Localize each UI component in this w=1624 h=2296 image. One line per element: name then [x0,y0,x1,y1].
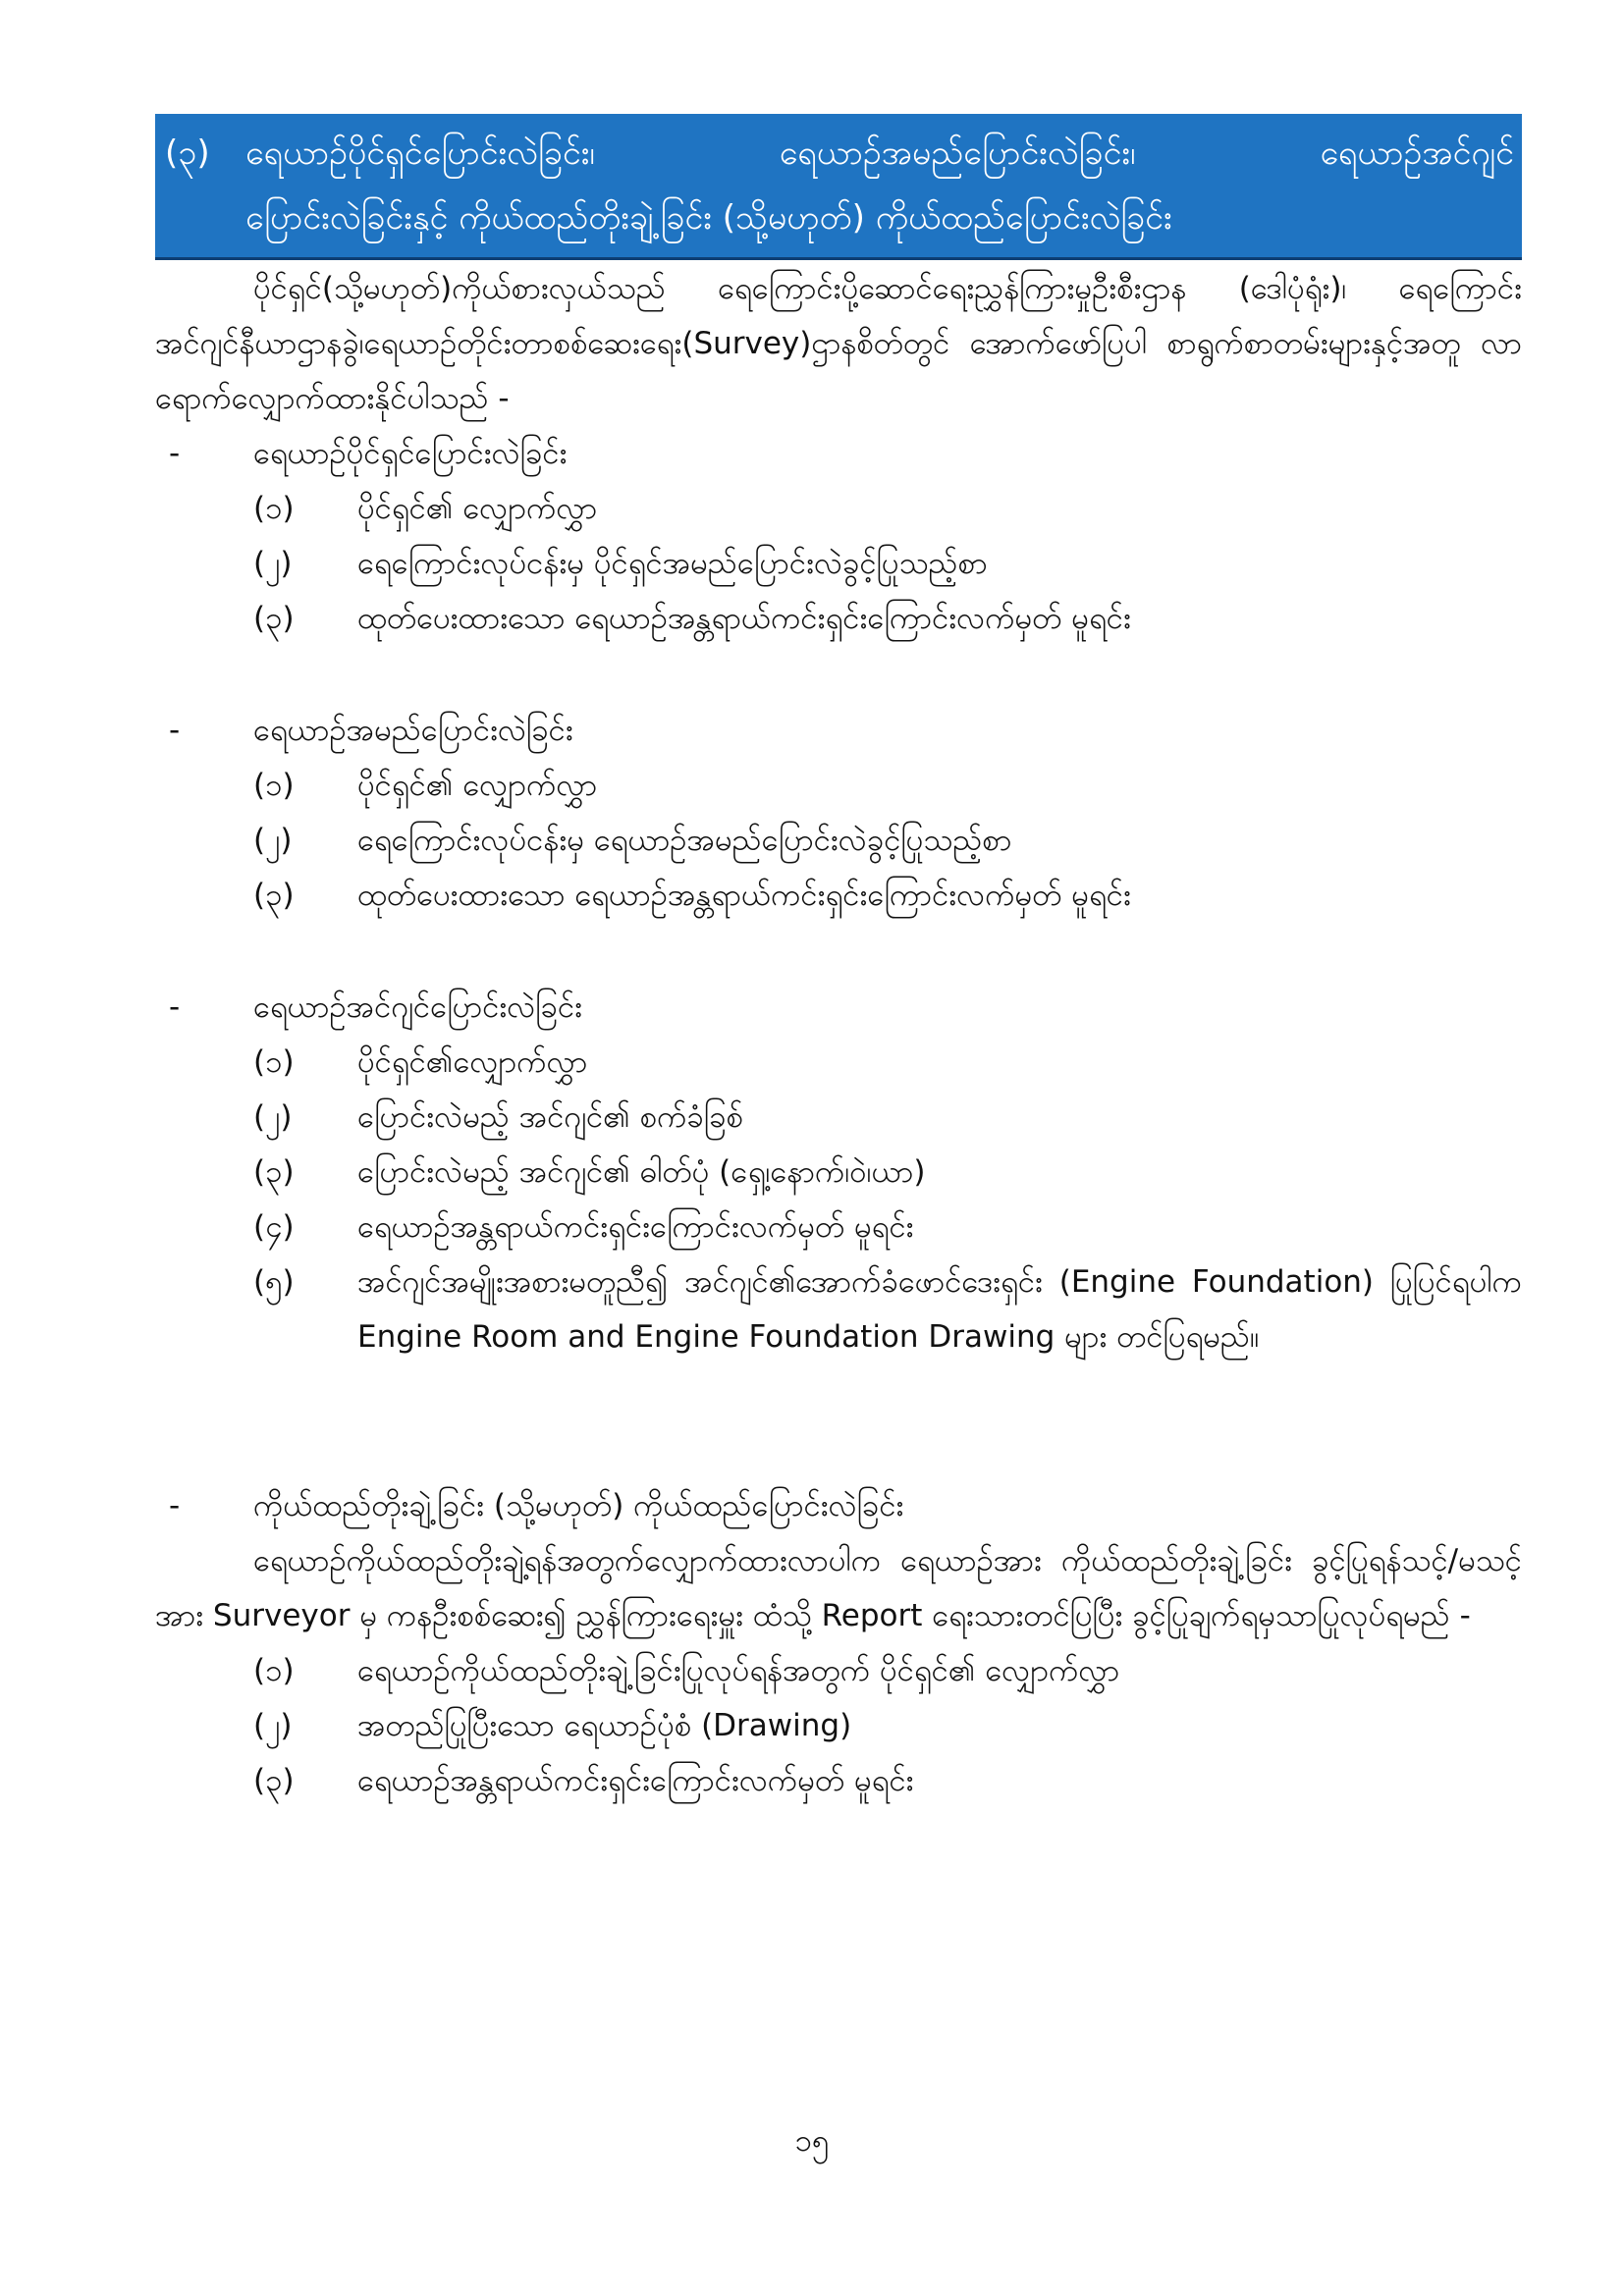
heading-line-1 [245,124,1514,183]
list-item [155,868,1522,923]
item-number: (၃) [253,601,295,636]
list-item [155,1090,1522,1145]
item-text: ရေယာဉ်အန္တရာယ်ကင်းရှင်းကြောင်းလက်မှတ် မူရင်း [357,1763,914,1798]
list-item [155,536,1522,591]
list-item [155,758,1522,813]
list-item [155,813,1522,868]
item-number: (၂) [253,823,293,858]
item-text: အတည်ပြုပြီးသော ရေယာဉ်ပုံစံ (Drawing) [357,1708,852,1743]
section-heading-banner [155,114,1522,260]
item-number: (၁) [253,1044,295,1080]
section-hull-extension [155,1478,1522,1808]
item-text: ပိုင်ရှင်၏ လျှောက်လွှာ [357,491,598,526]
section-name-change [155,703,1522,923]
item-text: ထုတ်ပေးထားသော ရေယာဉ်အန္တရာယ်ကင်းရှင်းကြောင်းလက်မှတ် မူရင်း [357,878,1131,913]
page-number: ၁၅ [794,2123,830,2159]
section-owner-change [155,426,1522,646]
list-item [155,1753,1522,1808]
item-text: ထုတ်ပေးထားသော ရေယာဉ်အန္တရာယ်ကင်းရှင်းကြောင်းလက်မှတ် မူရင်း [357,601,1131,636]
bullet-dash: - [169,713,181,748]
section-title: ကိုယ်ထည်တိုးချဲ့ခြင်း (သို့မဟုတ်) ကိုယ်ထည်ပြောင်းလဲခြင်း [253,1488,904,1523]
section-title: ရေယာဉ်ပိုင်ရှင်ပြောင်းလဲခြင်း [253,436,568,471]
item-number: (၁) [253,1653,295,1688]
list-item [155,1200,1522,1255]
item-text: ပြောင်းလဲမည့် အင်ဂျင်၏ ဓါတ်ပုံ (ရှေ့၊နောက်၊ဝဲ၊ယာ) [357,1154,926,1190]
list-item [155,1035,1522,1090]
list-item [155,1255,1522,1364]
section-heading [155,703,1522,758]
item-text: အင်ဂျင်အမျိုးအစားမတူညီ၍ အင်ဂျင်၏အောက်ခံဖောင်ဒေးရှင်း (Engine Foundation) ပြုပြင်ရပါက Engine Room and Engine Foundation Drawing များ တင်ပြရမည်။ [357,1264,1522,1355]
list-item [155,1145,1522,1200]
section-heading [155,1478,1522,1533]
section-paragraph: ရေယာဉ်ကိုယ်ထည်တိုးချဲ့ရန်အတွက်လျှောက်ထားလာပါက ရေယာဉ်အား ကိုယ်ထည်တိုးချဲ့ခြင်း ခွင့်ပြုရန်သင့်/မသင့်အား Surveyor မှ ကနဦးစစ်ဆေး၍ ညွှန်ကြားရေးမှူး ထံသို့ Report ရေးသားတင်ပြပြီး ခွင့်ပြုချက်ရမှသာပြုလုပ်ရမည် - [155,1543,1522,1633]
item-number: (၃) [253,1154,295,1190]
list-item [155,481,1522,536]
heading-line-2: ပြောင်းလဲခြင်းနှင့် ကိုယ်ထည်တိုးချဲ့ခြင်း (သို့မဟုတ်) ကိုယ်ထည်ပြောင်းလဲခြင်း [245,198,1172,238]
section-title: ရေယာဉ်အင်ဂျင်ပြောင်းလဲခြင်း [253,989,583,1025]
section-heading [155,426,1522,481]
item-text: ပိုင်ရှင်၏ လျှောက်လွှာ [357,768,598,803]
section-heading [155,980,1522,1035]
bullet-dash: - [169,436,181,471]
item-number: (၄) [253,1209,295,1245]
item-text: ရေယာဉ်ကိုယ်ထည်တိုးချဲ့ခြင်းပြုလုပ်ရန်အတွက် ပိုင်ရှင်၏ လျှောက်လွှာ [357,1653,1120,1688]
item-number: (၂) [253,1708,293,1743]
intro-paragraph: ပိုင်ရှင်(သို့မဟုတ်)ကိုယ်စားလှယ်သည် ရေကြောင်းပို့ဆောင်ရေးညွှန်ကြားမှုဦးစီးဌာန (ဒေါပုံရုံး)၊ ရေကြောင်းအင်ဂျင်နီယာဌာနခွဲ၊ရေယာဉ်တိုင်းတာစစ်ဆေးရေး(Survey)ဌာနစိတ်တွင် အောက်ဖော်ပြပါ စာရွက်စာတမ်းများနှင့်အတူ လာရောက်လျှောက်ထားနိုင်ပါသည် - [155,271,1522,416]
heading-part-owner: ရေယာဉ်ပိုင်ရှင်ပြောင်းလဲခြင်း၊ [245,133,595,173]
list-item [155,591,1522,646]
list-item [155,1698,1522,1753]
heading-number: (၃) [165,133,210,173]
item-number: (၁) [253,768,295,803]
heading-part-name: ရေယာဉ်အမည်ပြောင်းလဲခြင်း၊ [779,133,1136,173]
heading-part-engine: ရေယာဉ်အင်ဂျင် [1320,133,1514,173]
item-text: ရေယာဉ်အန္တရာယ်ကင်းရှင်းကြောင်းလက်မှတ် မူရင်း [357,1209,914,1245]
item-number: (၅) [253,1264,295,1300]
item-text: ပြောင်းလဲမည့် အင်ဂျင်၏ စက်ခံခြစ် [357,1099,743,1135]
item-number: (၃) [253,1763,295,1798]
item-number: (၂) [253,546,293,581]
item-text: ပိုင်ရှင်၏လျှောက်လွှာ [357,1044,588,1080]
list-item [155,1643,1522,1698]
item-text: ရေကြောင်းလုပ်ငန်းမှ ရေယာဉ်အမည်ပြောင်းလဲခွင့်ပြုသည့်စာ [357,823,1012,858]
item-text: ရေကြောင်းလုပ်ငန်းမှ ပိုင်ရှင်အမည်ပြောင်းလဲခွင့်ပြုသည့်စာ [357,546,988,581]
item-number: (၁) [253,491,295,526]
bullet-dash: - [169,989,181,1025]
section-engine-change [155,980,1522,1364]
section-title: ရေယာဉ်အမည်ပြောင်းလဲခြင်း [253,713,573,748]
bullet-dash: - [169,1488,181,1523]
item-number: (၃) [253,878,295,913]
intro-block [155,261,1522,426]
item-number: (၂) [253,1099,293,1135]
